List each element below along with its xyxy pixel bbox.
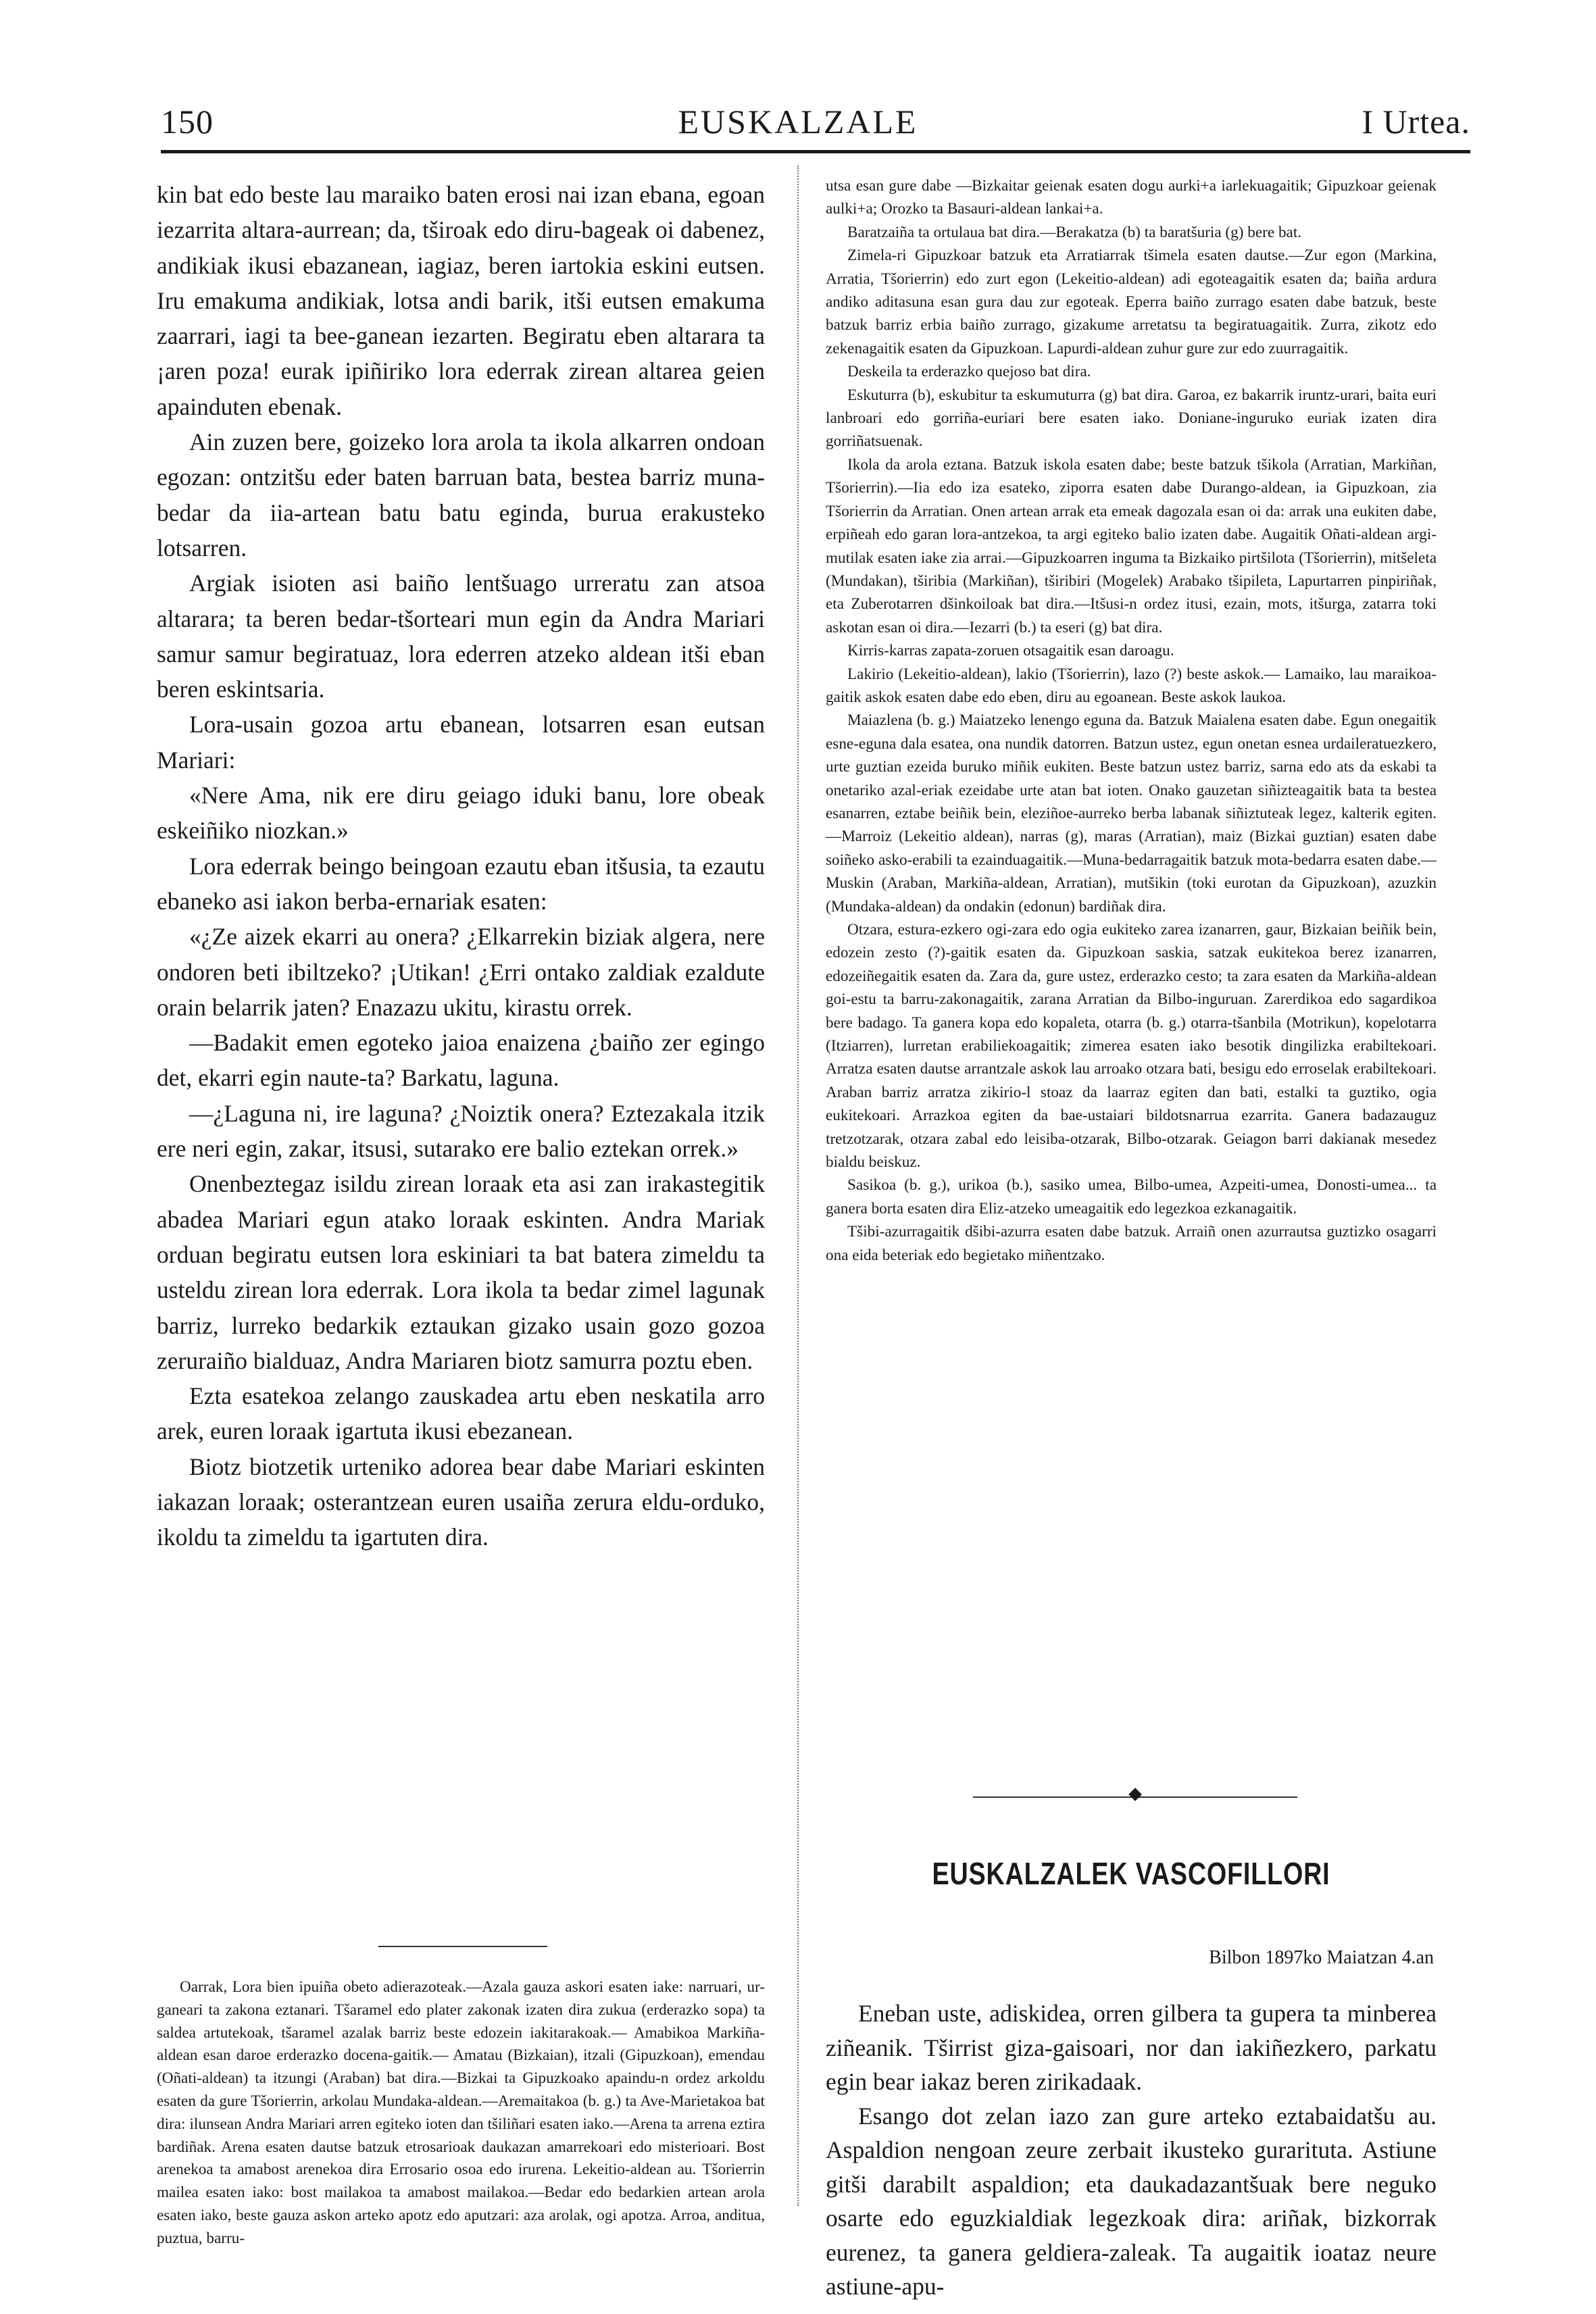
- footnote: Otzara, estura-ezkero ogi-zara edo ogia eukiteko zarea izanarren, gaur, Bizkaian beiñik bein, edozein zesto (?)-gaitik esaten da. Gipuzkoan saskia, satzak eukitekoa berez izanarren, edozeiñegaitik esaten da. Zara da, gure ustez, erderazko cesto; ta zara esaten da Markiña-aldean goi-estu ta barru-zakonagaitik, zarana Arratian da Bilbo-inguruan. Zarerdikoa edo sagardikoa bere badago. Ta ganera kopa edo kopaleta, otarra (b. g.) otarra-tšanbila (Motrikun), kopelotarra (Itziarren), lurretan erabiliekoagaitik; zimerea esaten iako besotik dingilizka erabiltekoari. Arratza esaten dautse arrantzale askok lau arroako otzara bati, besigu edo erroselak erabiltekoari. Araban barriz arratza zikirio-l stoaz da laarraz egiten dan bati, estalki ta guztiko, ogia eukitekoari. Arrazkoa egiten da bae-ustaiari bildotsnarrua ezarrita. Ganera badazauguz tretzotzarak, otzara zabal edo leisiba-otzarak, Bilbo-otzarak. Geiagon barri dakianak mesedez bialdu beiskuz.: [826, 921, 1437, 1172]
- paragraph: Ain zuzen bere, goizeko lora arola ta ikola alkarren ondoan egozan: ontzitšu eder baten barruan bata, bestea barriz muna-bedar da iia-artean batu batu eginda, burua erakusteko lotsarren.: [157, 428, 765, 561]
- page-number: 150: [161, 103, 214, 141]
- paragraph: Lora-usain gozoa artu ebanean, lotsarren esan eutsan Mariari:: [157, 711, 765, 774]
- dateline: Bilbon 1897ko Maiatzan 4.an: [1209, 1947, 1434, 1968]
- notes-separator: [378, 1946, 547, 1947]
- paragraph: —Badakit emen egoteko jaioa enaizena ¿baiño zer egingo det, ekarri egin naute-ta? Barkatu, laguna.: [157, 1029, 765, 1092]
- section-title: EUSKALZALEK VASCOFILLORI: [932, 1856, 1330, 1891]
- footnote: Eskuturra (b), eskubitur ta eskumuturra (g) bat dira. Garoa, ez bakarrik iruntz-urari, baita euri lanbroari edo gorriña-euriari bere esaten iako. Doniane-inguruko euriak izaten dira gorriñatsuenak.: [826, 386, 1437, 451]
- volume-label: I Urtea.: [1362, 103, 1470, 141]
- paragraph: Lora ederrak beingo beingoan ezautu eban itšusia, ta ezautu ebaneko asi iakon berba-ernariak esaten:: [157, 852, 765, 915]
- paragraph: Ezta esatekoa zelango zauskadea artu eben neskatila arro arek, euren loraak igartuta ikusi ebezanean.: [157, 1382, 765, 1445]
- diamond-icon: [1128, 1788, 1142, 1801]
- footnotes-right: [826, 174, 1437, 1267]
- paragraph: Biotz biotzetik urteniko adorea bear dabe Mariari eskinten iakazan loraak; osterantzean euren usaiña zerura eldu-orduko, ikoldu ta zimeldu ta igartuten dira.: [157, 1453, 765, 1551]
- column-divider: [797, 166, 799, 2206]
- footnote: Maiazlena (b. g.) Maiatzeko lenengo eguna da. Batzuk Maialena esaten dabe. Egun onegaitik esne-eguna dala esatea, ona nundik datorren. Batzun ustez, egun onetan esnea urdaileratuezkero, urte guztian ezeida buruko miñik eukiten. Beste batzun ustez barriz, sarna edo ats da eskabi ta onetariko azal-eriak ezeidabe urte atan bat ioten. Onako gauzetan siñizteagaitik bata ta bestea esanarren, eztabe beiñik bein, eleziñoe-aurreko berba labanak siñiztuteak legez, kalterik egiten.—Marroiz (Lekeitio aldean), narras (g), maras (Arratian), maiz (Bizkai guztian) esaten dabe soiñeko asko-erabili ta ezainduagaitik.—Muna-bedarragaitik batzuk mota-bedarra esaten dabe.— Muskin (Araban, Markiña-aldean, Arratian), mutšikin (toki eurotan da Gipuzkoan), azuzkin (Mundaka-aldean) da ondakin (edonun) bardiñak dira.: [826, 711, 1437, 915]
- footnote: Zimela-ri Gipuzkoar batzuk eta Arratiarrak tšimela esaten dautse.—Zur egon (Markina, Arratia, Tšorierrin) edo zurt egon (Lekeitio-aldean) adi egoteagaitik esaten da; baiña ardura andiko aditasuna esan gura dau zur egoteak. Eperra baiño zurrago esaten dabe batzuk, beste batzuk barriz erbia baiño zurrago, gizakume arretatsu ta begiratuagaitik. Zurra, zikotz edo zekenagaitik esaten da Gipuzkoan. Lapurdi-aldean zuhur gure zur edo zuurragaitik.: [826, 247, 1437, 357]
- paragraph: «Nere Ama, nik ere diru geiago iduki banu, lore obeak eskeiñiko niozkan.»: [157, 782, 765, 845]
- paragraph: Onenbeztegaz isildu zirean loraak eta asi zan irakastegitik abadea Mariari egun atako loraak eskinten. Andra Mariak orduan begiratu eutsen lora eskiniari ta bat batera zimeldu ta usteldu zirean lora ederrak. Lora ikola ta bedar zimel lagunak barriz, lurreko bedarkik eztaukan gizako usain gozo gozoa zeruraiño bialduaz, Andra Mariaren biotz samurra poztu eben.: [157, 1170, 765, 1374]
- paragraph: Eneban uste, adiskidea, orren gilbera ta gupera ta minberea ziñeanik. Tširrist giza-gaisoari, nor dan iakiñezkero, parkatu egin bear iakaz beren zirikadaak.: [826, 2000, 1437, 2095]
- footnotes-left: [157, 1976, 765, 2250]
- paragraph: kin bat edo beste lau maraiko baten erosi nai izan ebana, egoan iezarrita altara-aurrean; da, tširoak edo diru-bageak oi dabenez, andikiak ikusi ebazanean, iagiaz, beren iartokia eskini eutsen. Iru emakuma andikiak, lotsa andi barik, itši eutsen emakuma zaarrari, iagi ta bee-ganean iezarten. Begiratu eben altarara ta ¡aren poza! eurak ipiñiriko lora ederrak zirean altarea geien apainduten ebenak.: [157, 181, 765, 420]
- footnote: Sasikoa (b. g.), urikoa (b.), sasiko umea, Bilbo-umea, Azpeiti-umea, Donosti-umea... ta ganera borta esaten dira Eliz-atzeko umeagaitik edo legezkoa ezkanagaitik.: [826, 1176, 1437, 1217]
- footnote: Tšibi-azurragaitik dšibi-azurra esaten dabe batzuk. Arraiñ onen azurrautsa guztizko osagarri ona eida beteriak edo begietako miñentzako.: [826, 1223, 1437, 1264]
- footnote: Deskeila ta erderazko quejoso bat dira.: [847, 363, 1091, 381]
- ornament-divider: [973, 1792, 1297, 1802]
- letter-text: [826, 1996, 1437, 2304]
- running-title: EUSKALZALE: [678, 103, 918, 141]
- paragraph: Argiak isioten asi baiño lentšuago urreratu zan atsoa altarara; ta beren bedar-tšorteari mun egin da Andra Mariari samur samur begiratuaz, lora ederren atzeko aldean itši eban beren eskintsaria.: [157, 570, 765, 703]
- footnote: Ikola da arola eztana. Batzuk iskola esaten dabe; beste batzuk tšikola (Arratian, Markiñan, Tšorierrin).—Iia edo iza esateko, ziporra esaten dabe Durango-aldean, ia Gipuzkoan, zia Tšorierrin da Arratian. Onen artean arrak eta emeak dagozala esan oi da: arrak una eukiten dabe, erpiñeah edo garan lora-antzekoa, ta argi egiteko balio izaten dabe. Augaitik Oñati-aldean argi-mutilak esaten iake zia arrai.—Gipuzkoarren inguma ta Bizkaiko pirtšilota (Tšorierrin), mitšeleta (Mundakan), tširibia (Markiñan), tširibiri (Mogelek) Arabako tšipileta, Lapurtarren pinpiriñak, eta Zuberotarren dšinkoiloak bat dira.—Itšusi-n ordez itusi, ezain, mots, itšurga, zatarra toki askotan esan oi dira.—Iezarri (b.) ta eseri (g) bat dira.: [826, 455, 1437, 636]
- footnote: Kirris-karras zapata-zoruen otsagaitik esan daroagu.: [847, 642, 1174, 660]
- paragraph: —¿Laguna ni, ire laguna? ¿Noiztik onera? Eztezakala itzik ere neri egin, zakar, itsusi, sutarako ere balio eztekan orrek.»: [157, 1099, 765, 1163]
- paragraph: «¿Ze aizek ekarri au onera? ¿Elkarrekin biziak algera, nere ondoren beti ibiltzeko? ¡Utikan! ¿Erri ontako zaldiak ezaldute orain belarrik jaten? Enazazu ukitu, kirastu orrek.: [157, 923, 765, 1021]
- footnote: Baratzaiña ta ortulaua bat dira.—Berakatza (b) ta baratšuria (g) bere bat.: [847, 223, 1302, 241]
- footnote: Oarrak, Lora bien ipuiña obeto adierazoteak.—Azala gauza askori esaten iake: narruari, ur-ganeari ta zakona eztanari. Tšaramel edo plater zakonak izaten dira zukua (erderazko sopa) ta saldea artutekoak, tšaramel azalak barriz beste edozein iakitarakoak.— Amabikoa Markiña-aldean esan daroe erderazko docena-gaitik.— Amatau (Bizkaian), itzali (Gipuzkoan), emendau (Oñati-aldean) ta itzungi (Araban) bat dira.—Bizkai ta Gipuzkoako apaindu-n ordez arkoldu esaten da gure Tšorierrin, arkolau Mundaka-aldean.—Aremaitakoa (b. g.) ta Ave-Marietakoa bat dira: ilunsean Andra Mariari arren egiteko ioten dan tšiliñari esaten iako.—Arena ta arrena eztira bardiñak. Arena esaten dautse batzuk etrosarioak daukazan amarrekoari edo misterioari. Bost arenekoa ta amabost arenekoa dira Errosario osoa edo irurena. Lekeitio-aldean au. Tšorierrin mailea esaten iako: bost mailakoa ta amabost mailakoa.—Bedar edo bedarkien artean arola esaten iako, beste gauza askon arteko apotz edo aputzari: aza arolak, ogi apotza. Arroa, anditua, puztua, barru-: [157, 1978, 765, 2247]
- left-column-text: [157, 177, 765, 1555]
- footnote: Lakirio (Lekeitio-aldean), lakio (Tšorierrin), lazo (?) beste askok.— Lamaiko, lau maraikoa-gaitik askok esaten dabe edo eben, diru au egoanean. Beste askok laukoa.: [826, 665, 1437, 706]
- paragraph: Esango dot zelan iazo zan gure arteko eztabaidatšu au. Aspaldion nengoan zeure zerbait ikusteko gurarituta. Astiune gitši darabilt aspaldion; eta daukadazantšuak bere neguko osarte edo eguzkialdiak legezkoak dira: ariñak, bizkorrak eurenez, ta ganera geldiera-zaleak. Ta augaitik ioataz neure astiune-apu-: [826, 2102, 1437, 2300]
- footnote: utsa esan gure dabe —Bizkaitar geienak esaten dogu aurki+a iarlekuagaitik; Gipuzkoar geienak aulki+a; Orozko ta Basauri-aldean lankai+a.: [826, 177, 1437, 218]
- header-rule: [161, 150, 1470, 153]
